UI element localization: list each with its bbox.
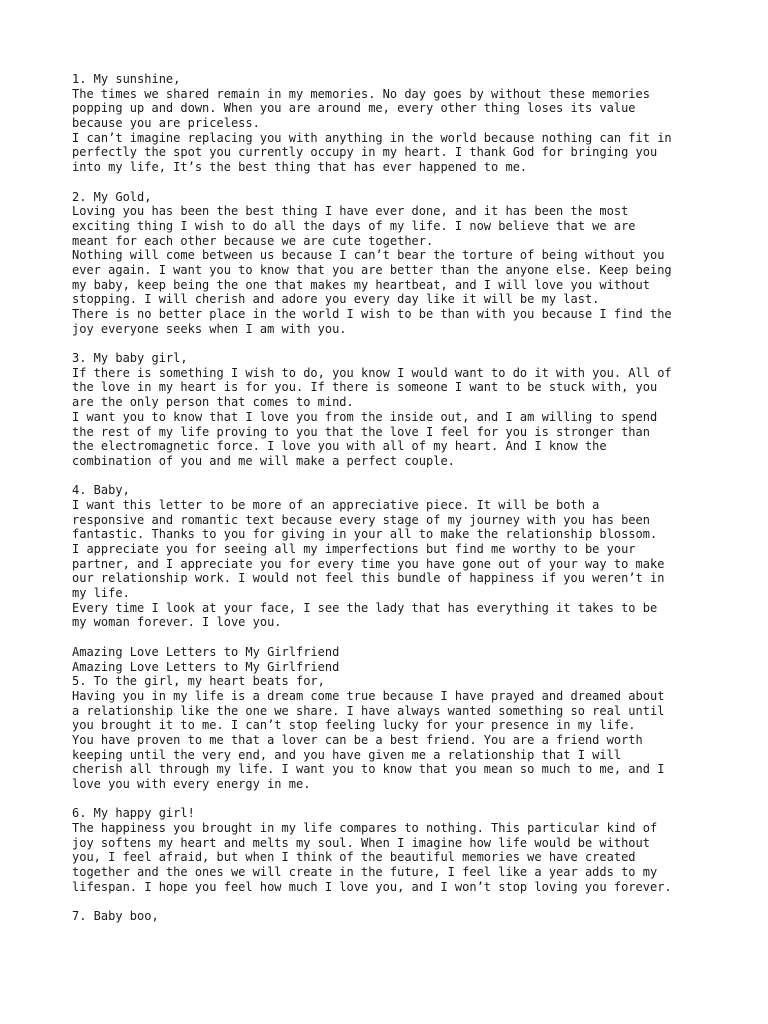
letter-section-2	[72, 190, 732, 337]
letter-heading: 5. To the girl, my heart beats for,	[72, 674, 325, 689]
letter-line: I want this letter to be more of an appreciative piece. It will be both a	[72, 497, 600, 512]
letter-line: The times we shared remain in my memories. No day goes by without these memories	[72, 86, 650, 101]
letter-line: stopping. I will cherish and adore you every day like it will be my last.	[72, 292, 600, 307]
letter-line: cherish all through my life. I want you to know that you mean so much to me, and I	[72, 762, 665, 777]
letter-line: you, I feel afraid, but when I think of the beautiful memories we have created	[72, 850, 636, 865]
letter-line: love you with every energy in me.	[72, 777, 311, 791]
letter-line: the rest of my life proving to you that the love I feel for you is stronger than	[72, 424, 650, 439]
letter-line: are the only person that comes to mind.	[72, 395, 354, 410]
letter-heading: 1. My sunshine,	[72, 72, 181, 86]
letter-line: Having you in my life is a dream come true because I have prayed and dreamed about	[72, 688, 665, 703]
letter-line: fantastic. Thanks to you for giving in your all to make the relationship blossom.	[72, 527, 658, 542]
letter-line: into my life, It’s the best thing that has ever happened to me.	[72, 160, 528, 175]
letter-line: ever again. I want you to know that you are better than the anyone else. Keep being	[72, 262, 672, 277]
letter-line: the electromagnetic force. I love you with all of my heart. And I know the	[72, 439, 607, 454]
document-page	[72, 72, 732, 939]
letter-section-5	[72, 645, 732, 792]
letter-line: Loving you has been the best thing I have ever done, and it has been the most	[72, 204, 629, 219]
letter-line: my baby, keep being the one that makes my heartbeat, and I will love you without	[72, 277, 650, 292]
letter-heading: 3. My baby girl,	[72, 351, 188, 366]
letter-line: joy softens my heart and melts my soul. When I imagine how life would be without	[72, 835, 650, 850]
letter-line: together and the ones we will create in the future, I feel like a year adds to my	[72, 865, 658, 880]
letter-line: The happiness you brought in my life compares to nothing. This particular kind of	[72, 821, 658, 836]
letter-heading: 2. My Gold,	[72, 189, 152, 204]
letter-line: the love in my heart is for you. If there is someone I want to be stuck with, you	[72, 380, 658, 395]
letter-section-6	[72, 806, 732, 894]
letter-heading: 6. My happy girl!	[72, 806, 195, 821]
letter-line: keeping until the very end, and you have given me a relationship that I will	[72, 747, 622, 762]
letter-line: responsive and romantic text because every stage of my journey with you has been	[72, 512, 650, 527]
letter-line: my life.	[72, 586, 130, 601]
letter-line: Every time I look at your face, I see the lady that has everything it takes to be	[72, 600, 658, 615]
letter-line: exciting thing I wish to do all the days of my life. I now believe that we are	[72, 218, 636, 233]
letter-heading: 4. Baby,	[72, 483, 130, 498]
letter-line: meant for each other because we are cute together.	[72, 233, 434, 248]
letter-section-3	[72, 351, 732, 469]
letter-line: you brought it to me. I can’t stop feeling lucky for your presence in my life.	[72, 718, 636, 733]
letter-section-4	[72, 483, 732, 630]
letter-line: There is no better place in the world I wish to be than with you because I find the	[72, 307, 672, 321]
letter-line: my woman forever. I love you.	[72, 615, 282, 630]
letter-section-7	[72, 909, 732, 924]
letter-line: You have proven to me that a lover can be a best friend. You are a friend worth	[72, 732, 643, 747]
letter-line: I want you to know that I love you from the inside out, and I am willing to spend	[72, 409, 658, 424]
letter-line: a relationship like the one we share. I have always wanted something so real until	[72, 703, 665, 718]
article-title: Amazing Love Letters to My Girlfriend	[72, 659, 340, 674]
letter-line: I can’t imagine replacing you with anything in the world because nothing can fit in	[72, 130, 672, 145]
letter-line: perfectly the spot you currently occupy in my heart. I thank God for bringing you	[72, 145, 658, 160]
letter-line: partner, and I appreciate you for every time you have gone out of your way to make	[72, 556, 665, 571]
letter-heading: 7. Baby boo,	[72, 909, 159, 924]
letter-line: joy everyone seeks when I am with you.	[72, 321, 347, 336]
article-title: Amazing Love Letters to My Girlfriend	[72, 644, 340, 659]
letter-line: our relationship work. I would not feel this bundle of happiness if you weren’t in	[72, 571, 665, 586]
letter-section-1	[72, 72, 732, 175]
letter-line: popping up and down. When you are around me, every other thing loses its value	[72, 101, 636, 116]
letter-line: I appreciate you for seeing all my imperfections but find me worthy to be your	[72, 542, 636, 556]
letter-line: Nothing will come between us because I can’t bear the torture of being without you	[72, 248, 665, 263]
letter-line: combination of you and me will make a perfect couple.	[72, 453, 455, 468]
letter-line: because you are priceless.	[72, 116, 260, 131]
letter-line: lifespan. I hope you feel how much I love you, and I won’t stop loving you forever.	[72, 879, 672, 894]
letter-line: If there is something I wish to do, you know I would want to do it with you. All of	[72, 365, 672, 380]
